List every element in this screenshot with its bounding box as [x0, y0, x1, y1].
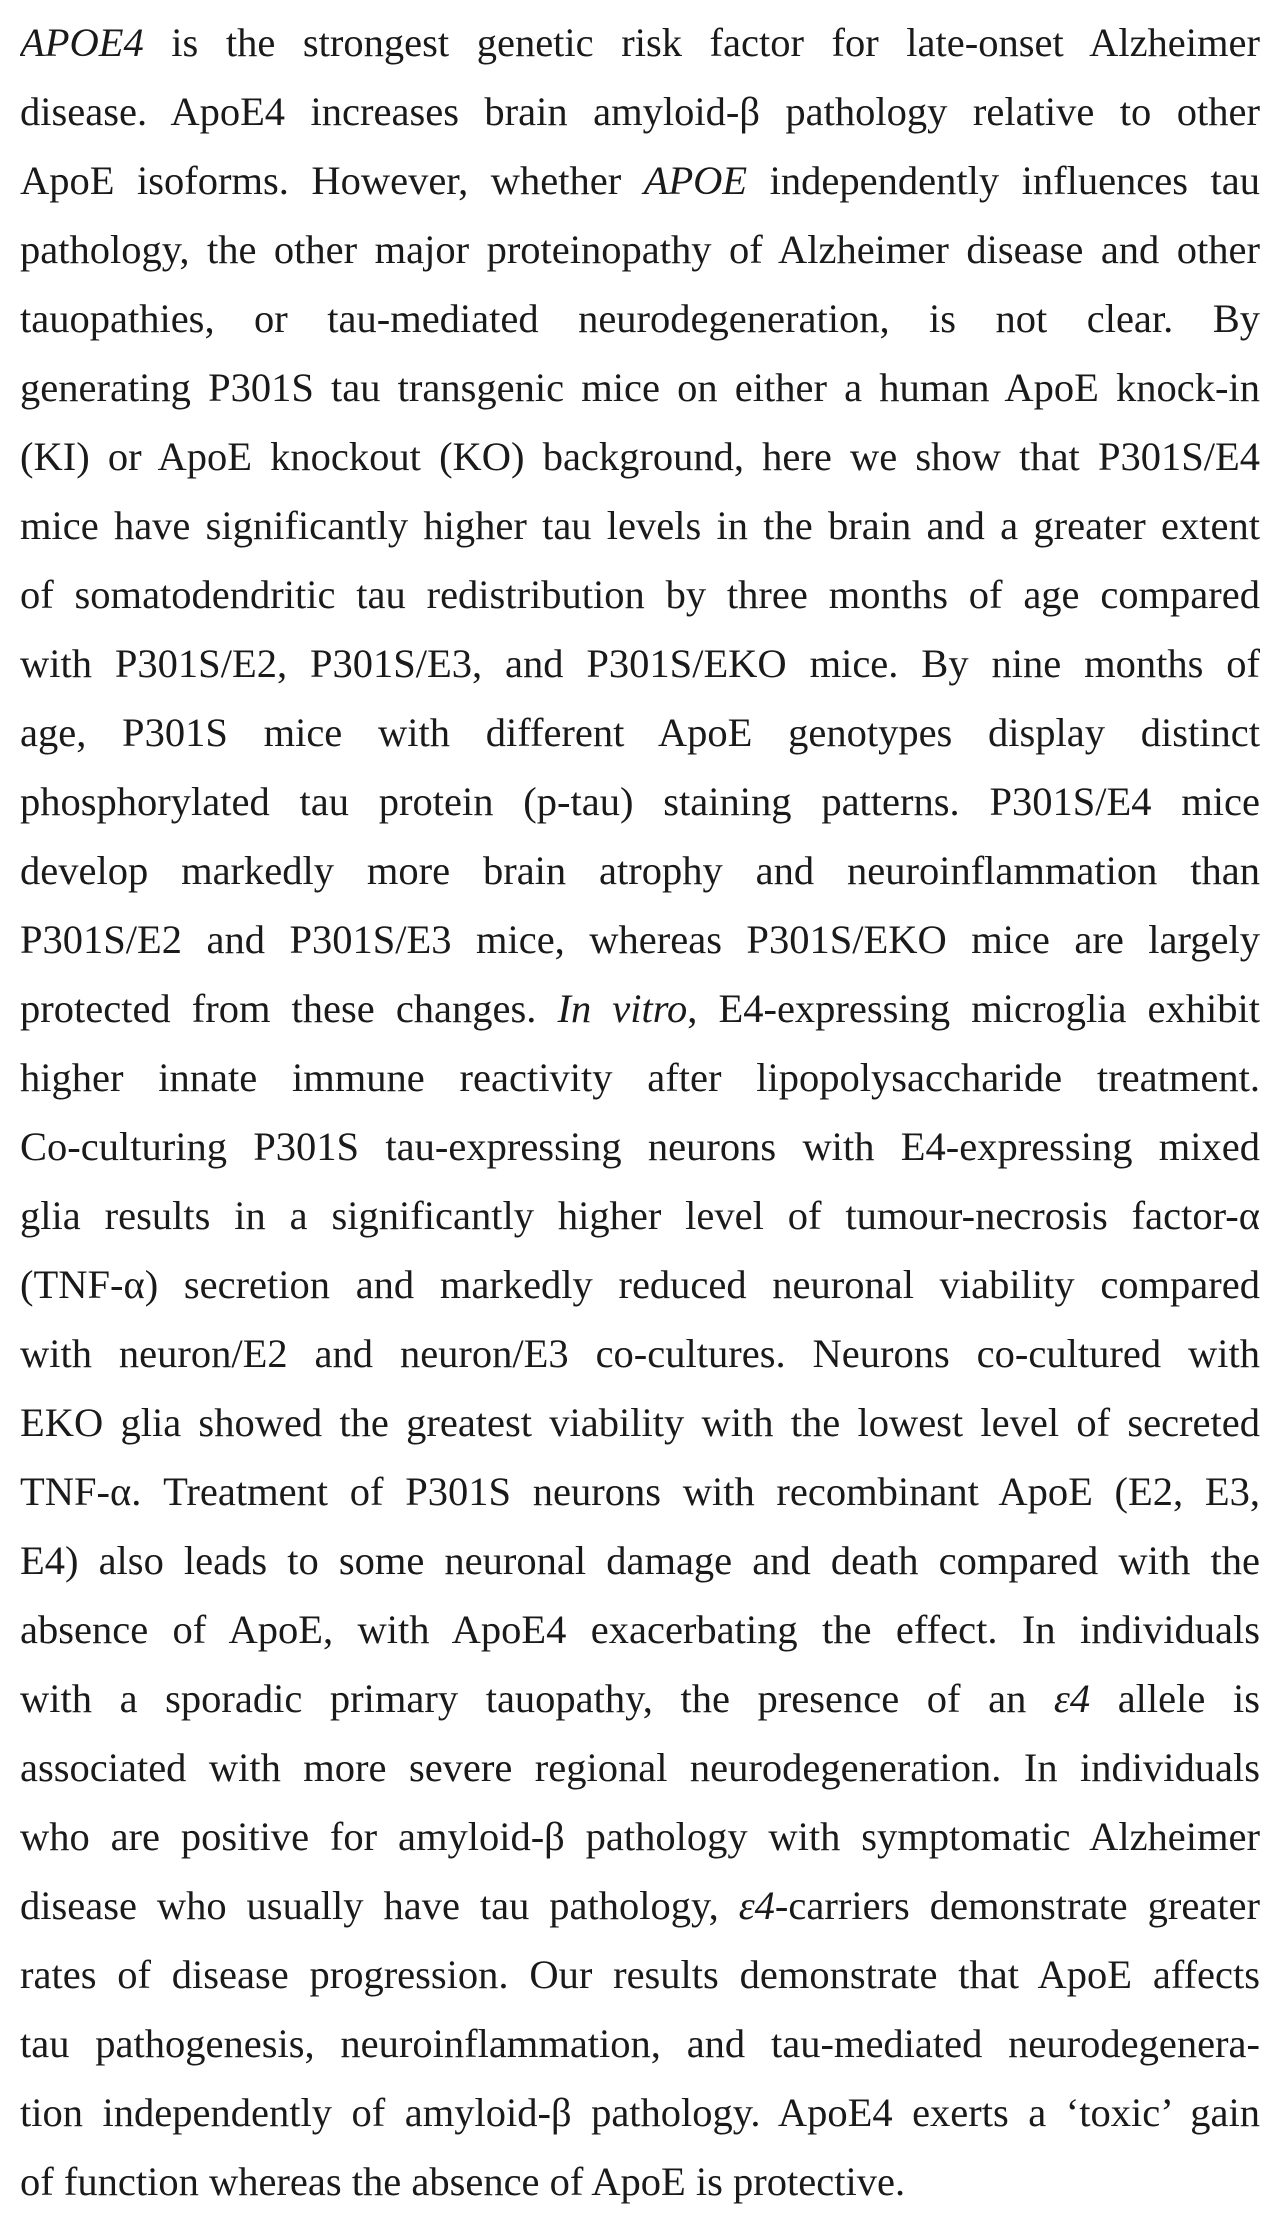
abstract-line [20, 905, 1260, 974]
abstract-line [20, 2009, 1260, 2078]
abstract-line [20, 146, 1260, 215]
text-run: ApoE isoforms. However, whether [20, 158, 644, 203]
text-run: (TNF-α) secretion and markedly reduced neuronal viability compared [20, 1262, 1260, 1307]
text-run: ε4 [738, 1883, 775, 1928]
abstract-line [20, 1181, 1260, 1250]
text-run: EKO glia showed the greatest viability with the lowest level of secreted [20, 1400, 1260, 1445]
abstract-line [20, 1043, 1260, 1112]
text-run: APOE4 [20, 20, 144, 65]
text-run: tauopathies, or tau-mediated neurodegeneration, is not clear. By [20, 296, 1260, 341]
text-run: disease. ApoE4 increases brain amyloid-β pathology relative to other [20, 89, 1260, 134]
text-run: higher innate immune reactivity after lipopolysaccharide treatment. [20, 1055, 1260, 1100]
text-run: allele is [1090, 1676, 1260, 1721]
abstract-line [20, 1112, 1260, 1181]
abstract-line [20, 77, 1260, 146]
abstract-line [20, 1526, 1260, 1595]
text-run: (KI) or ApoE knockout (KO) background, here we show that P301S/E4 [20, 434, 1260, 479]
text-run: with neuron/E2 and neuron/E3 co-cultures. Neurons co-cultured with [20, 1331, 1260, 1376]
abstract-line [20, 698, 1260, 767]
text-run: pathology, the other major proteinopathy of Alzheimer disease and other [20, 227, 1260, 272]
abstract-line [20, 2078, 1260, 2147]
text-run: protected from these changes. [20, 986, 558, 1031]
text-run: associated with more severe regional neurodegeneration. In individuals [20, 1745, 1260, 1790]
text-run: ε4 [1053, 1676, 1091, 1721]
text-run: generating P301S tau transgenic mice on either a human ApoE knock-in [20, 365, 1260, 410]
abstract-line [20, 1388, 1260, 1457]
text-run: with a sporadic primary tauopathy, the presence of an [20, 1676, 1054, 1721]
text-run: with P301S/E2, P301S/E3, and P301S/EKO mice. By nine months of [20, 641, 1260, 686]
text-run: tion independently of amyloid-β pathology. ApoE4 exerts a ‘toxic’ gain [20, 2090, 1260, 2135]
text-run: -carriers demonstrate greater [774, 1883, 1260, 1928]
abstract-text [20, 8, 1260, 2216]
abstract-line [20, 629, 1260, 698]
text-run: TNF-α. Treatment of P301S neurons with recombinant ApoE (E2, E3, [20, 1469, 1260, 1514]
text-run: who are positive for amyloid-β pathology with symptomatic Alzheimer [20, 1814, 1260, 1859]
text-run: In vitro [557, 986, 688, 1031]
text-run: Co-culturing P301S tau-expressing neurons with E4-expressing mixed [20, 1124, 1260, 1169]
text-run: is the strongest genetic risk factor for late-onset Alzheimer [143, 20, 1260, 65]
text-run: , E4-expressing microglia exhibit [687, 986, 1260, 1031]
text-run: glia results in a significantly higher level of tumour-necrosis factor-α [20, 1193, 1260, 1238]
text-run: disease who usually have tau pathology, [20, 1883, 739, 1928]
abstract-line [20, 353, 1260, 422]
text-run: P301S/E2 and P301S/E3 mice, whereas P301S/EKO mice are largely [20, 917, 1260, 962]
text-run: age, P301S mice with different ApoE genotypes display distinct [20, 710, 1260, 755]
abstract-line [20, 836, 1260, 905]
abstract-line [20, 2147, 1260, 2216]
text-run: absence of ApoE, with ApoE4 exacerbating the effect. In individuals [20, 1607, 1260, 1652]
text-run: of function whereas the absence of ApoE is protective. [20, 2159, 906, 2204]
text-run: phosphorylated tau protein (p-tau) staining patterns. P301S/E4 mice [20, 779, 1260, 824]
abstract-line [20, 1733, 1260, 1802]
abstract-line [20, 1457, 1260, 1526]
text-run: rates of disease progression. Our results demonstrate that ApoE affects [20, 1952, 1260, 1997]
abstract-line [20, 1664, 1260, 1733]
abstract-line [20, 1250, 1260, 1319]
abstract-line [20, 1802, 1260, 1871]
abstract-line [20, 1319, 1260, 1388]
text-run: mice have significantly higher tau levels in the brain and a greater extent [20, 503, 1260, 548]
abstract-line [20, 1595, 1260, 1664]
abstract-line [20, 422, 1260, 491]
text-run: APOE [643, 158, 748, 203]
abstract-line [20, 767, 1260, 836]
abstract-line [20, 974, 1260, 1043]
text-run: E4) also leads to some neuronal damage and death compared with the [20, 1538, 1260, 1583]
text-run: of somatodendritic tau redistribution by three months of age compared [20, 572, 1260, 617]
abstract-line [20, 491, 1260, 560]
abstract-line [20, 8, 1260, 77]
abstract-line [20, 284, 1260, 353]
abstract-line [20, 1940, 1260, 2009]
abstract-line [20, 560, 1260, 629]
abstract-line [20, 1871, 1260, 1940]
text-run: independently influences tau [747, 158, 1260, 203]
abstract-line [20, 215, 1260, 284]
text-run: tau pathogenesis, neuroinflammation, and tau-mediated neurodegenera- [20, 2021, 1260, 2066]
text-run: develop markedly more brain atrophy and neuroinflammation than [20, 848, 1260, 893]
